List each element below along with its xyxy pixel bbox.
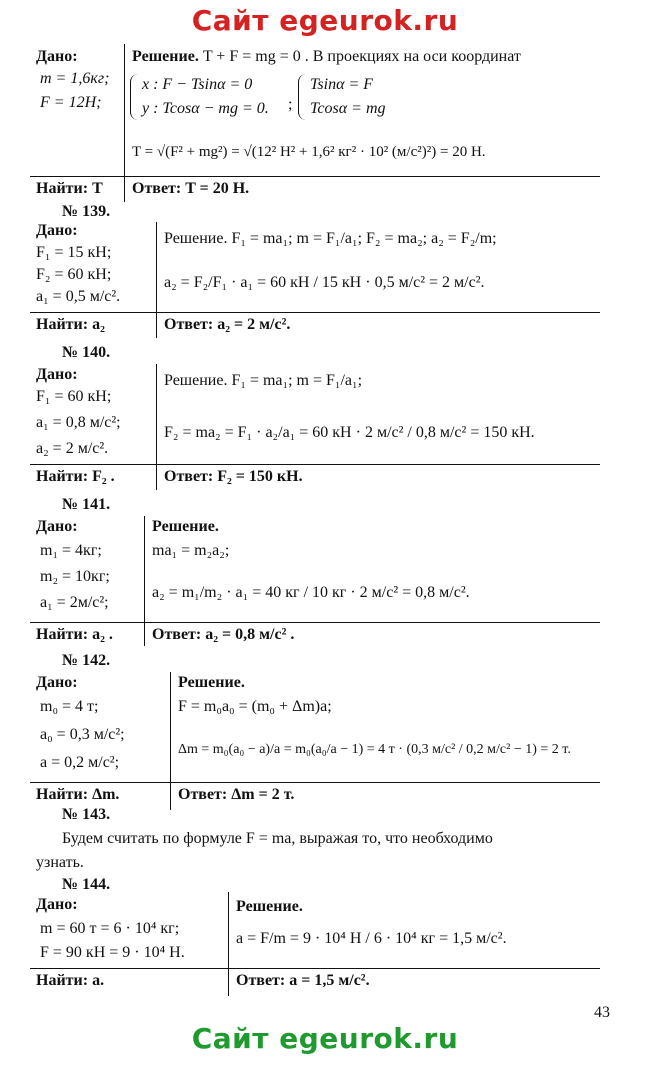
rule-138: [30, 176, 600, 177]
answer: Ответ: F₂ = 150 кН.: [164, 468, 303, 485]
system-eq: x : F − Tsinα = 0: [142, 76, 253, 93]
site-brand-footer: Сайт egeurok.ru: [191, 1022, 459, 1055]
divider-138: [124, 44, 125, 202]
given-label: Дано:: [36, 896, 78, 913]
system-brace: [130, 74, 139, 120]
formula: ma₁ = m₂a₂;: [152, 542, 230, 559]
given-item: F₂ = 60 кН;: [36, 266, 112, 283]
solution-line: [132, 48, 521, 66]
given-item: a₁ = 2м/с²;: [40, 594, 109, 611]
answer: Ответ: a₂ = 0,8 м/с² .: [152, 626, 295, 643]
formula: a₂ = F₂/F₁ · a₁ = 60 кН / 15 кН · 0,5 м/с² = 2 м/с².: [164, 274, 485, 291]
solution-line: Решение. F₁ = ma₁; m = F₁/a₁; F₂ = ma₂; a₂ = F₂/m;: [164, 230, 497, 247]
problem-number: № 142.: [62, 652, 111, 669]
solution-line: Решение. F₁ = ma₁; m = F₁/a₁;: [164, 372, 363, 389]
given-label: Дано:: [36, 518, 78, 535]
rule-142: [30, 782, 600, 783]
problem-number: № 144.: [62, 876, 111, 893]
paragraph-line: Будем считать по формуле F = ma, выражая то, что необходимо: [62, 830, 493, 847]
given-item: F₁ = 60 кН;: [36, 388, 112, 405]
formula: F₂ = ma₂ = F₁ · a₂/a₁ = 60 кН · 2 м/с² / 0,8 м/с² = 150 кН.: [164, 424, 535, 441]
formula: Δm = m₀(a₀ − a)/a = m₀(a₀/a − 1) = 4 т · (0,3 м/с² / 0,2 м/с² − 1) = 2 т.: [178, 742, 571, 757]
given-label: Дано:: [36, 366, 78, 383]
given-item: a = 0,2 м/с²;: [40, 754, 120, 771]
divider-140: [156, 364, 157, 490]
divider-142: [170, 672, 171, 810]
system-eq: Tcosα = mg: [310, 100, 386, 117]
solution-label: Решение.: [178, 674, 245, 691]
given-item: F = 90 кН = 9 · 10⁴ Н.: [40, 944, 185, 961]
problem-number: № 139.: [62, 203, 111, 220]
given-item: a₀ = 0,3 м/с²;: [40, 726, 125, 743]
answer: Ответ: Δm = 2 т.: [178, 786, 295, 803]
given-item: a₁ = 0,5 м/с².: [36, 288, 121, 305]
paragraph-line: узнать.: [36, 854, 84, 871]
site-brand-header: Сайт egeurok.ru: [191, 4, 459, 37]
system-eq: y : Tcosα − mg = 0.: [142, 100, 269, 117]
solution-label: Решение.: [132, 48, 199, 65]
given-label: Дано:: [36, 48, 78, 65]
answer: Ответ: T = 20 Н.: [132, 180, 250, 197]
solution-text: T + F = mg = 0 . В проекциях на оси координат: [202, 48, 521, 65]
separator: ;: [288, 96, 293, 113]
rule-141: [30, 622, 600, 623]
answer: Ответ: a₂ = 2 м/с².: [164, 316, 291, 333]
divider-139: [156, 222, 157, 338]
formula: a₂ = m₁/m₂ · a₁ = 40 кг / 10 кг · 2 м/с² = 0,8 м/с².: [152, 584, 470, 601]
find-label: Найти: a₂: [36, 316, 105, 333]
find-label: Найти: a₂ .: [36, 626, 113, 643]
formula: T = √(F² + mg²) = √(12² Н² + 1,6² кг² · 10² (м/с²)²) = 20 Н.: [132, 144, 486, 160]
find-label: Найти: a.: [36, 972, 105, 989]
system-brace: [298, 74, 307, 120]
answer: Ответ: a = 1,5 м/с².: [236, 972, 370, 989]
given-item: m₂ = 10кг;: [40, 568, 110, 585]
find-label: Найти: F₂ .: [36, 468, 115, 485]
rule-144: [30, 968, 600, 969]
formula: a = F/m = 9 · 10⁴ Н / 6 · 10⁴ кг = 1,5 м/с².: [236, 930, 507, 947]
system-eq: Tsinα = F: [310, 76, 374, 93]
solution-label: Решение.: [236, 898, 303, 915]
solution-label: Решение.: [152, 518, 219, 535]
rule-139: [30, 312, 600, 313]
divider-141: [144, 516, 145, 646]
given-item: F = 12H;: [40, 94, 102, 111]
given-item: F₁ = 15 кН;: [36, 244, 112, 261]
given-item: m = 60 т = 6 · 10⁴ кг;: [40, 920, 180, 937]
problem-number: № 141.: [62, 496, 111, 513]
find-label: Найти: Δm.: [36, 786, 120, 803]
given-item: a₂ = 2 м/с².: [36, 440, 109, 457]
given-item: a₁ = 0,8 м/с²;: [36, 414, 121, 431]
given-item: m₀ = 4 т;: [40, 698, 99, 715]
problem-number: № 140.: [62, 344, 111, 361]
formula: F = m₀a₀ = (m₀ + Δm)a;: [178, 698, 332, 715]
divider-144: [228, 892, 229, 996]
page-number: 43: [594, 1004, 610, 1021]
rule-140: [30, 464, 600, 465]
problem-number: № 143.: [62, 806, 111, 823]
find-label: Найти: T: [36, 180, 103, 197]
given-label: Дано:: [36, 674, 78, 691]
given-label: Дано:: [36, 222, 78, 239]
given-item: m₁ = 4кг;: [40, 542, 102, 559]
given-item: m = 1,6кг;: [40, 70, 110, 87]
